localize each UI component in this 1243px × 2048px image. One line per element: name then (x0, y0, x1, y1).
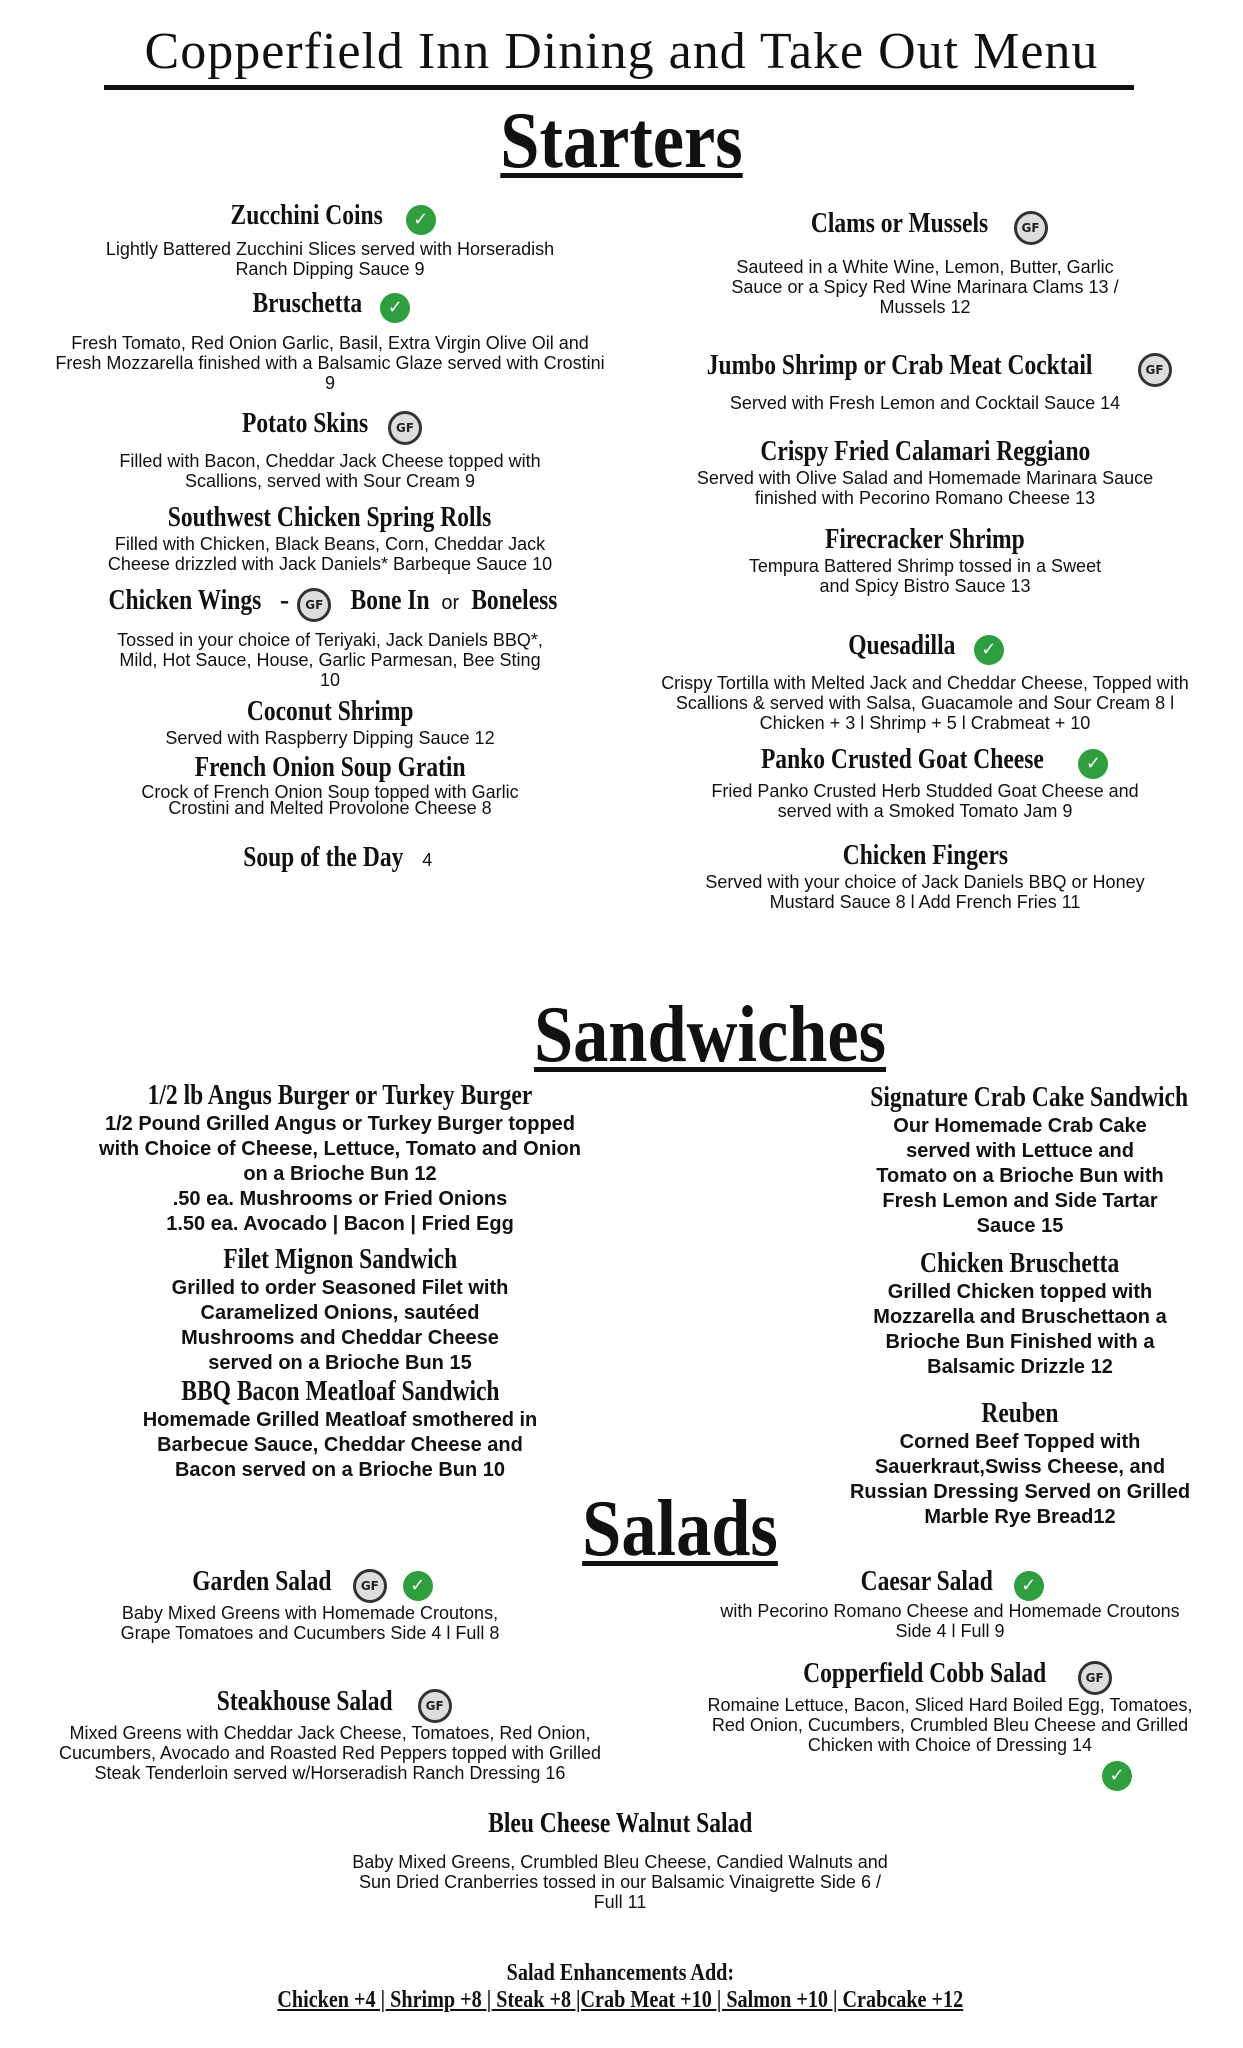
gluten-free-icon: GF (353, 1569, 387, 1603)
menu-title: Copperfield Inn Dining and Take Out Menu (144, 23, 1099, 80)
item-name: Bruschetta (252, 288, 362, 319)
item-name-3: Boneless (471, 585, 558, 616)
item-desc: Corned Beef Topped with Sauerkraut,Swiss Cheese, and Russian Dressing Served on Grilled Marble Rye Bread12 (849, 1431, 1191, 1528)
menu-item-coconut-shrimp (30, 696, 630, 748)
item-desc: Fried Panko Crusted Herb Studded Goat Cheese and served with a Smoked Tomato Jam 9 (711, 781, 1139, 822)
item-name: French Onion Soup Gratin (194, 752, 466, 783)
section-sandwiches: Sandwiches (533, 991, 887, 1079)
item-name: Filet Mignon Sandwich (223, 1244, 457, 1275)
item-name: Chicken Fingers (842, 840, 1008, 871)
item-desc: Grilled to order Seasoned Filet with Caramelized Onions, sautéed Mushrooms and Cheddar Cheese served on a Brioche Bun 15 (171, 1277, 509, 1374)
item-name: Reuben (981, 1398, 1059, 1429)
menu-item-wings (30, 585, 630, 690)
item-name: Soup of the Day (242, 842, 404, 873)
item-desc: Our Homemade Crab Cake served with Lettuce and Tomato on a Brioche Bun with Fresh Lemon and Side Tartar Sauce 15 (876, 1115, 1164, 1237)
gluten-free-icon: GF (1014, 211, 1048, 245)
menu-item-potato-skins (30, 408, 630, 491)
menu-item-crab-cake (840, 1082, 1200, 1239)
item-addon: .50 ea. Mushrooms or Fried Onions (172, 1188, 508, 1210)
gluten-free-icon: GF (1078, 1661, 1112, 1695)
enhancements-label: Salad Enhancements Add: (506, 1960, 734, 1986)
item-desc: Served with Raspberry Dipping Sauce 12 (165, 728, 495, 748)
gluten-free-icon: GF (418, 1689, 452, 1723)
menu-item-chicken-fingers (640, 840, 1210, 912)
item-name: Jumbo Shrimp or Crab Meat Cocktail (707, 350, 1093, 381)
item-desc: Homemade Grilled Meatloaf smothered in Barbecue Sauce, Cheddar Cheese and Bacon served on a Brioche Bun 10 (142, 1409, 538, 1481)
menu-item-firecracker (640, 524, 1210, 596)
menu-item-clams (640, 208, 1210, 317)
item-desc: Filled with Chicken, Black Beans, Corn, Cheddar Jack Cheese drizzled with Jack Daniels* Barbeque Sauce 10 (107, 534, 553, 574)
item-desc: Sauteed in a White Wine, Lemon, Butter, Garlic Sauce or a Spicy Red Wine Marinara Clams 13 / Mussels 12 (731, 257, 1119, 318)
vegetarian-icon: ✓ (1078, 749, 1108, 779)
menu-item-reuben (840, 1398, 1200, 1530)
menu-item-calamari (640, 436, 1210, 508)
item-name: Coconut Shrimp (246, 696, 414, 727)
item-name: Steakhouse Salad (217, 1686, 393, 1717)
item-name: Southwest Chicken Spring Rolls (168, 502, 492, 533)
gluten-free-icon: GF (388, 411, 422, 445)
item-name: Quesadilla (848, 630, 956, 661)
separator: - (279, 585, 290, 616)
enhancements-list: Chicken +4 | Shrimp +8 | Steak +8 |Crab Meat +10 | Salmon +10 | Crabcake +12 (277, 1987, 963, 2013)
item-name: Chicken Wings (108, 585, 262, 616)
title-rule (104, 85, 1134, 90)
item-desc: Baby Mixed Greens with Homemade Croutons, Grape Tomatoes and Cucumbers Side 4 l Full 8 (120, 1603, 500, 1644)
menu-item-zucchini (30, 200, 630, 279)
menu-item-garden-salad (30, 1566, 590, 1643)
item-desc: Served with Fresh Lemon and Cocktail Sauce 14 (729, 393, 1121, 414)
item-desc: Crock of French Onion Soup topped with Garlic Crostini and Melted Provolone Cheese 8 (141, 782, 519, 818)
item-desc: Romaine Lettuce, Bacon, Sliced Hard Boiled Egg, Tomatoes, Red Onion, Cucumbers, Crumbled Bleu Cheese and Grilled Chicken with Choice of Dressing 14 (707, 1695, 1193, 1756)
menu-item-cobb-salad (680, 1658, 1220, 1791)
item-desc: Crispy Tortilla with Melted Jack and Cheddar Cheese, Topped with Scallions & served with Salsa, Guacamole and Sour Cream 8 l Chicken + 3 l Shrimp + 5 l Crabmeat + 10 (661, 673, 1189, 734)
section-salads: Salads (582, 1485, 778, 1573)
item-name: Chicken Bruschetta (920, 1248, 1120, 1279)
item-desc: Lightly Battered Zucchini Slices served with Horseradish Ranch Dipping Sauce 9 (105, 239, 555, 280)
menu-item-burger (60, 1080, 620, 1237)
item-name: Clams or Mussels (811, 208, 989, 239)
item-name-2: Bone In (350, 585, 430, 616)
vegetarian-icon: ✓ (406, 205, 436, 235)
gluten-free-icon: GF (1138, 353, 1172, 387)
menu-item-meatloaf (60, 1376, 620, 1483)
item-desc: Baby Mixed Greens, Crumbled Bleu Cheese, Candied Walnuts and Sun Dried Cranberries tossed in our Balsamic Vinaigrette Side 6 / Full 11 (352, 1852, 888, 1912)
or-text: or (441, 592, 460, 614)
item-name: Panko Crusted Goat Cheese (760, 744, 1044, 775)
item-name: Garden Salad (192, 1566, 332, 1597)
item-addon: 1.50 ea. Avocado | Bacon | Fried Egg (166, 1213, 514, 1235)
item-desc: Tossed in your choice of Teriyaki, Jack Daniels BBQ*, Mild, Hot Sauce, House, Garlic Parmesan, Bee Sting 10 (117, 630, 543, 691)
item-desc: Grilled Chicken topped with Mozzarella and Bruschettaon a Brioche Bun Finished with a Balsamic Drizzle 12 (873, 1281, 1167, 1378)
vegetarian-icon: ✓ (380, 293, 410, 323)
item-desc: with Pecorino Romano Cheese and Homemade Croutons Side 4 l Full 9 (720, 1601, 1180, 1642)
item-desc: Filled with Bacon, Cheddar Jack Cheese topped with Scallions, served with Sour Cream 9 (119, 451, 541, 492)
menu-item-onion-soup (30, 752, 630, 816)
item-name: Crispy Fried Calamari Reggiano (760, 436, 1090, 467)
menu-item-quesadilla (640, 630, 1210, 733)
menu-item-chicken-bruschetta (840, 1248, 1200, 1380)
section-starters: Starters (500, 97, 743, 185)
menu-item-goat-cheese (640, 744, 1210, 821)
menu-item-spring-rolls (30, 502, 630, 574)
item-desc: Fresh Tomato, Red Onion Garlic, Basil, Extra Virgin Olive Oil and Fresh Mozzarella finished with a Balsamic Glaze served with Crostini 9 (55, 333, 605, 394)
item-name: Zucchini Coins (230, 200, 384, 231)
item-desc: Mixed Greens with Cheddar Jack Cheese, Tomatoes, Red Onion, Cucumbers, Avocado and Roasted Red Peppers topped with Grilled Steak Tenderloin served w/Horseradish Ranch Dressing 16 (59, 1723, 601, 1784)
vegetarian-icon: ✓ (403, 1571, 433, 1601)
vegetarian-icon: ✓ (974, 635, 1004, 665)
vegetarian-icon: ✓ (1014, 1571, 1044, 1601)
item-name: BBQ Bacon Meatloaf Sandwich (180, 1376, 500, 1407)
item-name: Bleu Cheese Walnut Salad (487, 1808, 753, 1839)
menu-item-soup-of-the-day (30, 842, 630, 874)
menu-item-caesar-salad (690, 1566, 1210, 1641)
item-name: Caesar Salad (860, 1566, 994, 1597)
item-name: Copperfield Cobb Salad (803, 1658, 1047, 1689)
item-desc: 1/2 Pound Grilled Angus or Turkey Burger topped with Choice of Cheese, Lettuce, Tomato and Onion on a Brioche Bun 12 (99, 1113, 581, 1185)
item-price: 4 (422, 850, 433, 870)
menu-item-bruschetta (30, 288, 630, 393)
item-name: Potato Skins (241, 408, 369, 439)
item-desc: Tempura Battered Shrimp tossed in a Sweet and Spicy Bistro Sauce 13 (748, 556, 1102, 596)
salad-enhancements (100, 1960, 1140, 2014)
menu-item-shrimp-cocktail (640, 350, 1210, 413)
menu-item-steakhouse-salad (30, 1686, 630, 1783)
item-desc: Served with Olive Salad and Homemade Marinara Sauce finished with Pecorino Romano Cheese 13 (696, 468, 1154, 508)
item-desc: Served with your choice of Jack Daniels BBQ or Honey Mustard Sauce 8 l Add French Fries 11 (705, 872, 1145, 912)
item-name: Firecracker Shrimp (825, 524, 1025, 555)
item-name: 1/2 lb Angus Burger or Turkey Burger (147, 1080, 533, 1111)
item-name: Signature Crab Cake Sandwich (870, 1082, 1189, 1113)
menu-item-filet (60, 1244, 620, 1376)
vegetarian-icon: ✓ (1102, 1761, 1132, 1791)
menu-item-bleu-cheese-salad (300, 1808, 940, 1912)
gluten-free-icon: GF (297, 588, 331, 622)
